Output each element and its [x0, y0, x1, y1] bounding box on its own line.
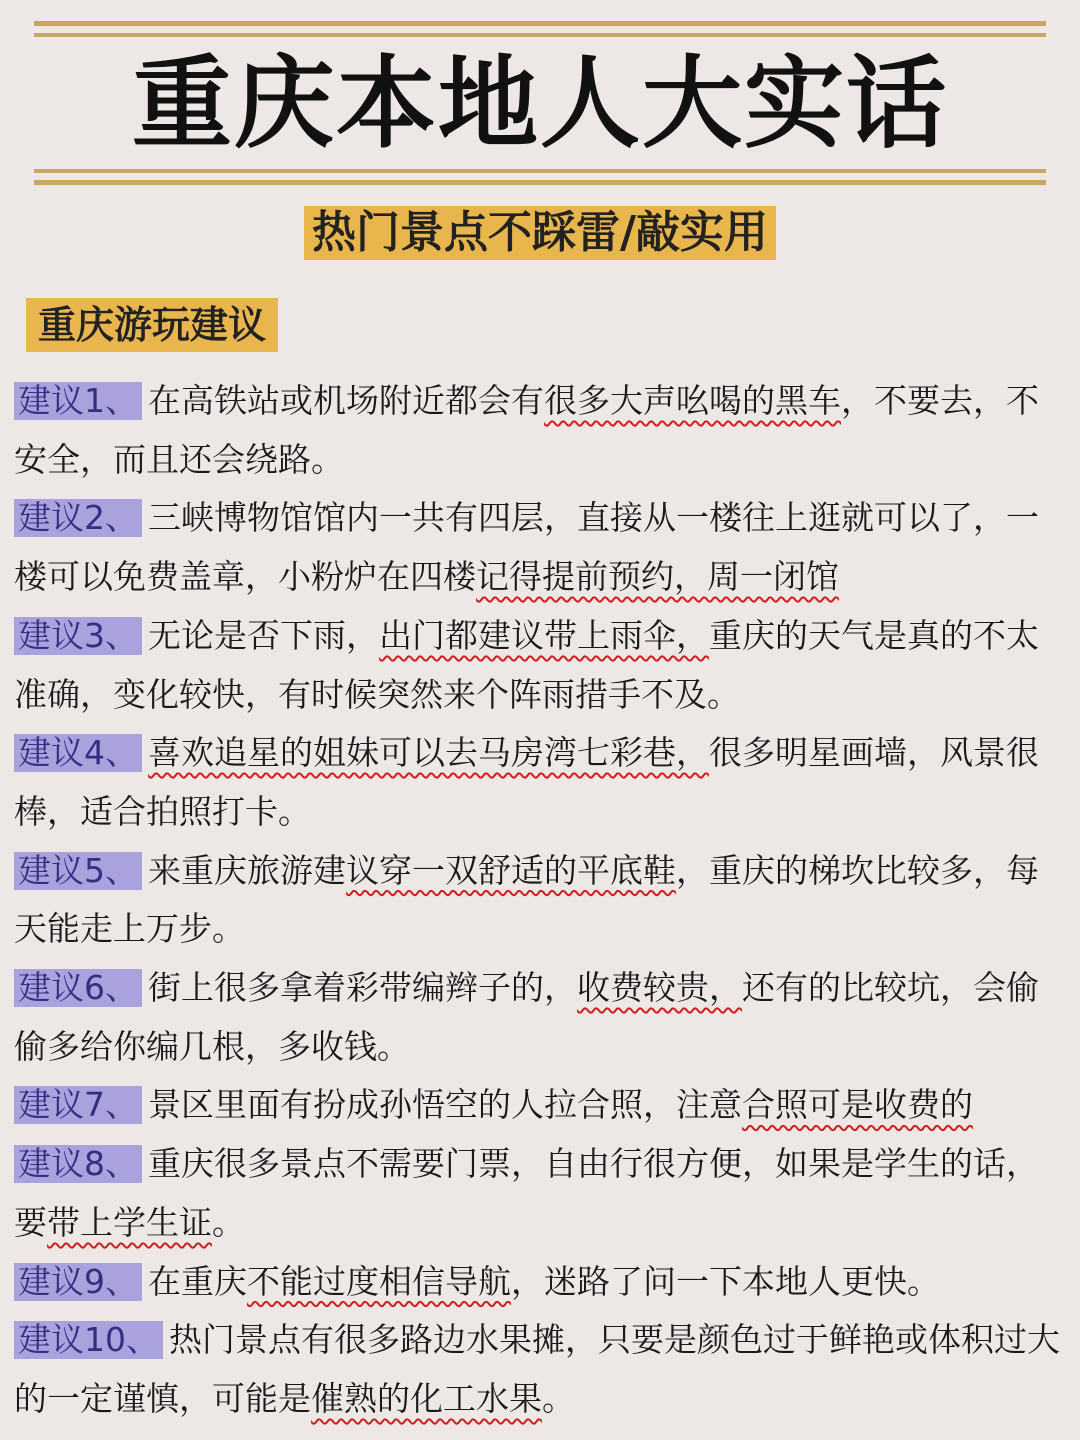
tip-item [14, 724, 1064, 841]
tip-text: ，重庆的梯坎比较多，每天能走上万步。 [14, 850, 1039, 949]
tip-text: 景区里面有扮成孙悟空的人拉合照，注意 [148, 1085, 742, 1125]
tip-text: 重庆的天气是真的不太准确，变化较快，有时候突然来个阵雨措手不及。 [14, 615, 1039, 714]
tip-text: 在重庆 [148, 1261, 247, 1301]
tip-emphasis: 记得提前预约，周一闭馆 [476, 557, 839, 597]
tip-text: 重庆很多景点不需要门票，自由行很方便，如果是学生的话，要 [14, 1144, 1039, 1242]
tip-item [14, 1253, 1064, 1312]
tip-emphasis: 催熟的化工水果 [311, 1378, 542, 1418]
tip-label: 建议2、 [14, 499, 142, 537]
tip-label: 建议3、 [14, 617, 142, 655]
tip-label: 建议10、 [14, 1321, 163, 1359]
tip-text: 在高铁站或机场附近都会有 [148, 381, 544, 420]
tip-text: 三峡博物馆馆内一共有四层，直接从一楼往上逛就可以了，一楼可以免费盖章，小粉炉在四楼 [14, 498, 1039, 597]
section-title: 重庆游玩建议 [26, 298, 278, 352]
tip-label: 建议7、 [14, 1086, 142, 1124]
tip-item [14, 842, 1064, 959]
subtitle-wrap [0, 206, 1080, 260]
tip-label: 建议6、 [14, 969, 142, 1007]
tip-item [14, 489, 1064, 606]
tip-text: 。 [542, 1378, 575, 1418]
bottom-gold-rule-outer [34, 180, 1046, 185]
tip-item [14, 959, 1064, 1076]
tip-text: 很多明星画墙，风景很棒，适合拍照打卡。 [14, 733, 1039, 831]
tip-item [14, 372, 1064, 489]
tip-text: 街上很多拿着彩带编辫子的， [148, 968, 577, 1008]
top-gold-rule-outer [34, 21, 1046, 26]
tip-label: 建议9、 [14, 1263, 142, 1301]
page-title: 重庆本地人大实话 [132, 45, 948, 162]
tip-label: 建议1、 [14, 382, 142, 420]
tip-label: 建议5、 [14, 852, 142, 890]
tip-text: ，不要去，不安全，而且还会绕路。 [14, 381, 1039, 479]
tip-text: 。 [212, 1202, 245, 1242]
tip-item [14, 1135, 1064, 1252]
tip-emphasis: 喜欢追星的姐妹可以去马房湾七彩巷， [148, 733, 709, 773]
top-gold-rule-inner [34, 33, 1046, 37]
tip-label: 建议8、 [14, 1145, 142, 1183]
tip-text: 无论是否下雨， [148, 615, 379, 655]
tip-item [14, 607, 1064, 724]
tip-item [14, 1076, 1064, 1135]
tip-text: 热门景点有很多路边水果摊，只要是颜色过于鲜艳或体积过大的一定谨慎，可能是 [14, 1320, 1060, 1418]
tip-emphasis: 很多大声吆喝的黑车 [544, 381, 841, 420]
tip-item [14, 1311, 1064, 1428]
tip-text: ，迷路了问一下本地人更快。 [511, 1261, 940, 1301]
tip-emphasis: 不能过度相信导航 [247, 1261, 511, 1301]
tip-text: 来重庆旅游建 [148, 850, 346, 890]
tip-text: 还有的比较坑，会偷偷多给你编几根，多收钱。 [14, 968, 1039, 1066]
tip-emphasis: 带上学生证 [47, 1202, 212, 1242]
tip-emphasis: 出门都建议带上雨伞， [379, 615, 709, 655]
tip-label: 建议4、 [14, 734, 142, 772]
bottom-gold-rule-inner [34, 169, 1046, 173]
tips-list [14, 372, 1064, 1429]
tip-emphasis: 合照可是收费的 [742, 1085, 973, 1125]
tip-emphasis: 收费较贵， [577, 968, 742, 1008]
subtitle: 热门景点不踩雷/敲实用 [304, 206, 776, 260]
tip-emphasis: 议穿一双舒适的平底鞋 [346, 850, 676, 890]
